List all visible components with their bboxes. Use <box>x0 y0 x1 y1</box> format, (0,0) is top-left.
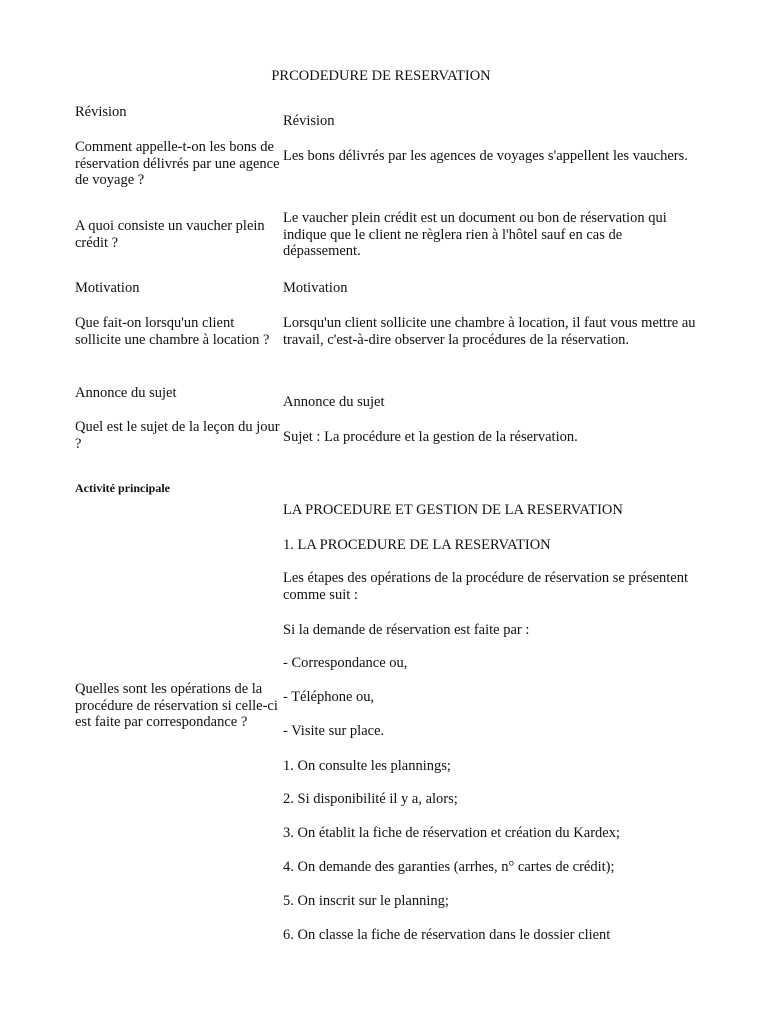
step-item: 4. On demande des garanties (arrhes, n° cartes de crédit); <box>283 859 615 875</box>
step-item: 6. On classe la fiche de réservation dans le dossier client <box>283 927 611 943</box>
step-item: 1. On consulte les plannings; <box>283 758 451 774</box>
section-heading: LA PROCEDURE ET GESTION DE LA RESERVATION <box>283 502 623 518</box>
question-location: Que fait-on lorsqu'un client sollicite une chambre à location ? <box>75 315 270 348</box>
request-intro: Si la demande de réservation est faite par : <box>283 622 530 638</box>
question-operations: Quelles sont les opérations de la procédure de réservation si celle-ci est faite par correspondance ? <box>75 681 278 730</box>
activite-principale-label: Activité principale <box>75 481 170 495</box>
document-title: PRCODEDURE DE RESERVATION <box>271 68 491 84</box>
answer-vauchers: Les bons délivrés par les agences de voyages s'appellent les vauchers. <box>283 148 688 164</box>
answer-location: Lorsqu'un client sollicite une chambre à location, il faut vous mettre au travail, c'est-à-dire observer la procédures de la réservation. <box>283 315 696 348</box>
answer-sujet: Sujet : La procédure et la gestion de la réservation. <box>283 429 578 445</box>
procedure-intro: Les étapes des opérations de la procédure de réservation se présentent comme suit : <box>283 570 689 603</box>
left-annonce-label: Annonce du sujet <box>75 385 177 401</box>
step-item: 3. On établit la fiche de réservation et création du Kardex; <box>283 825 620 841</box>
right-revision-label: Révision <box>283 113 335 129</box>
channel-item: - Téléphone ou, <box>283 689 375 705</box>
question-vauchers: Comment appelle-t-on les bons de réservation délivrés par une agence de voyage ? <box>75 139 280 188</box>
left-motivation-label: Motivation <box>75 280 140 296</box>
right-motivation-label: Motivation <box>283 280 348 296</box>
answer-vaucher-plein-credit: Le vaucher plein crédit est un document ou bon de réservation qui indique que le client ne règlera rien à l'hôtel sauf en cas de dépassement. <box>283 210 667 259</box>
step-item: 5. On inscrit sur le planning; <box>283 893 449 909</box>
section-subheading: 1. LA PROCEDURE DE LA RESERVATION <box>283 537 551 553</box>
question-sujet: Quel est le sujet de la leçon du jour ? <box>75 419 280 452</box>
step-item: 2. Si disponibilité il y a, alors; <box>283 791 458 807</box>
channel-item: - Visite sur place. <box>283 723 385 739</box>
left-revision-label: Révision <box>75 104 127 120</box>
right-annonce-label: Annonce du sujet <box>283 394 385 410</box>
channel-item: - Correspondance ou, <box>283 655 408 671</box>
question-vaucher-plein-credit: A quoi consiste un vaucher plein crédit ? <box>75 218 265 251</box>
